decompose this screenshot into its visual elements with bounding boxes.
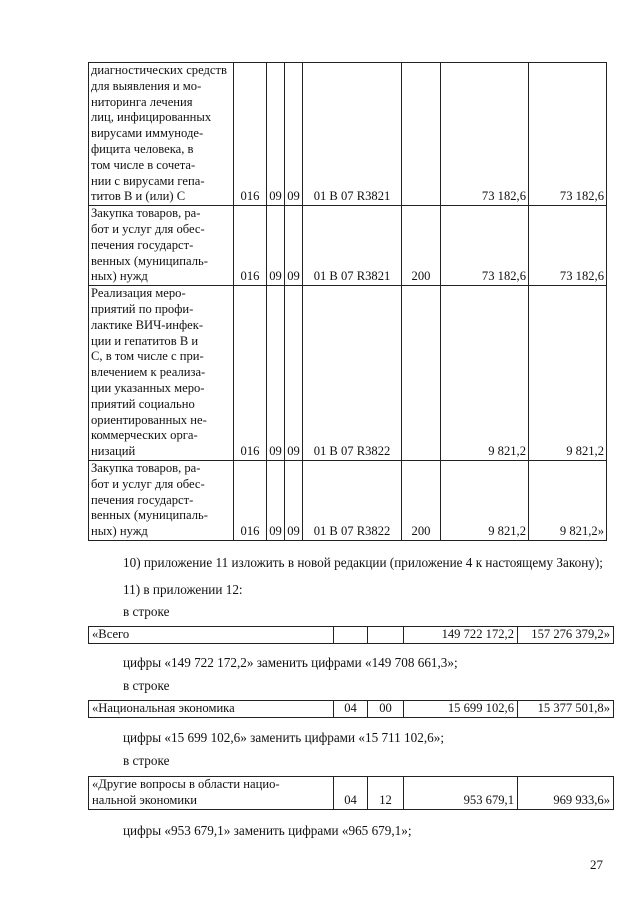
item-11-text: 11) в приложении 12: — [123, 582, 243, 597]
row-sum-2: 15 377 501,8» — [518, 701, 614, 718]
row-name-text: Закупка товаров, ра- бот и услуг для обес- печения государст- венных (муниципаль- ных) нужд — [91, 206, 208, 284]
row-name: «Всего — [89, 627, 334, 644]
row-cs: 01 В 07 R3822 — [303, 460, 402, 540]
row-rz: 09 — [267, 286, 285, 461]
replace-text-1: цифры «149 722 172,2» заменить цифрами «149 708 661,3»; — [123, 655, 458, 670]
row-ved: 016 — [234, 286, 267, 461]
table-row — [89, 701, 614, 718]
row-sum-1: 73 182,6 — [441, 63, 529, 206]
row-pr: 00 — [368, 701, 404, 718]
row-sum-1: 149 722 172,2 — [404, 627, 518, 644]
row-name — [89, 286, 234, 461]
row-name: «Национальная экономика — [89, 701, 334, 718]
row-pr: 12 — [368, 777, 404, 810]
page-number: 27 — [590, 857, 603, 872]
row-total-table — [88, 626, 614, 644]
row-name-text: диагностических средств для выявления и мо- ниторинга лечения лиц, инфицированных вирусами иммуноде- фицита человека, в том числе в сочета- нии с вирусами гепа- титов В и (или) С — [91, 63, 227, 204]
row-rz: 09 — [267, 63, 285, 206]
row-sum-2: 9 821,2» — [529, 460, 607, 540]
row-sum-2: 73 182,6 — [529, 63, 607, 206]
row-name-text: Реализация меро- приятий по профи- лактике ВИЧ-инфек- ции и гепатитов В и С, в том числе с при- влечением к реализа- ции указанных меро- приятий социально ориентированных не- коммерческих орга- низаций — [91, 286, 207, 459]
in-row-label-2: в строке — [123, 678, 170, 693]
table-row — [89, 627, 614, 644]
row-rz: 04 — [334, 701, 368, 718]
row-rz — [334, 627, 368, 644]
row-ved: 016 — [234, 206, 267, 286]
row-econ-table — [88, 700, 614, 718]
row-vr — [402, 286, 441, 461]
row-pr: 09 — [285, 460, 303, 540]
row-name — [89, 206, 234, 286]
in-row-label-1: в строке — [123, 604, 170, 619]
row-cs: 01 В 07 R3821 — [303, 63, 402, 206]
table-row — [89, 460, 607, 540]
table-row — [89, 63, 607, 206]
replace-text-2: цифры «15 699 102,6» заменить цифрами «15 711 102,6»; — [123, 730, 444, 745]
row-sum-1: 953 679,1 — [404, 777, 518, 810]
row-rz: 04 — [334, 777, 368, 810]
row-pr: 09 — [285, 63, 303, 206]
item-10-text: 10) приложение 11 изложить в новой редакции (приложение 4 к настоящему Закону); — [123, 555, 603, 570]
row-name-text: Закупка товаров, ра- бот и услуг для обес- печения государст- венных (муниципаль- ных) нужд — [91, 460, 208, 539]
row-name: «Другие вопросы в области нацио- нальной экономики — [89, 777, 334, 810]
row-pr: 09 — [285, 206, 303, 286]
row-sum-2: 157 276 379,2» — [518, 627, 614, 644]
row-sum-1: 9 821,2 — [441, 460, 529, 540]
table-row — [89, 286, 607, 461]
row-cs: 01 В 07 R3821 — [303, 206, 402, 286]
row-cs: 01 В 07 R3822 — [303, 286, 402, 461]
row-rz: 09 — [267, 460, 285, 540]
row-ved: 016 — [234, 460, 267, 540]
row-vr: 200 — [402, 206, 441, 286]
row-pr: 09 — [285, 286, 303, 461]
table-row — [89, 206, 607, 286]
row-sum-2: 73 182,6 — [529, 206, 607, 286]
row-rz: 09 — [267, 206, 285, 286]
row-pr — [368, 627, 404, 644]
row-sum-2: 969 933,6» — [518, 777, 614, 810]
row-ved: 016 — [234, 63, 267, 206]
row-vr: 200 — [402, 460, 441, 540]
row-vr — [402, 63, 441, 206]
replace-text-3: цифры «953 679,1» заменить цифрами «965 679,1»; — [123, 823, 412, 838]
row-other-table — [88, 776, 614, 810]
row-sum-1: 15 699 102,6 — [404, 701, 518, 718]
row-sum-2: 9 821,2 — [529, 286, 607, 461]
budget-table — [88, 62, 607, 541]
row-sum-1: 73 182,6 — [441, 206, 529, 286]
row-name — [89, 460, 234, 540]
table-row — [89, 777, 614, 810]
row-sum-1: 9 821,2 — [441, 286, 529, 461]
row-name — [89, 63, 234, 206]
in-row-label-3: в строке — [123, 753, 170, 768]
